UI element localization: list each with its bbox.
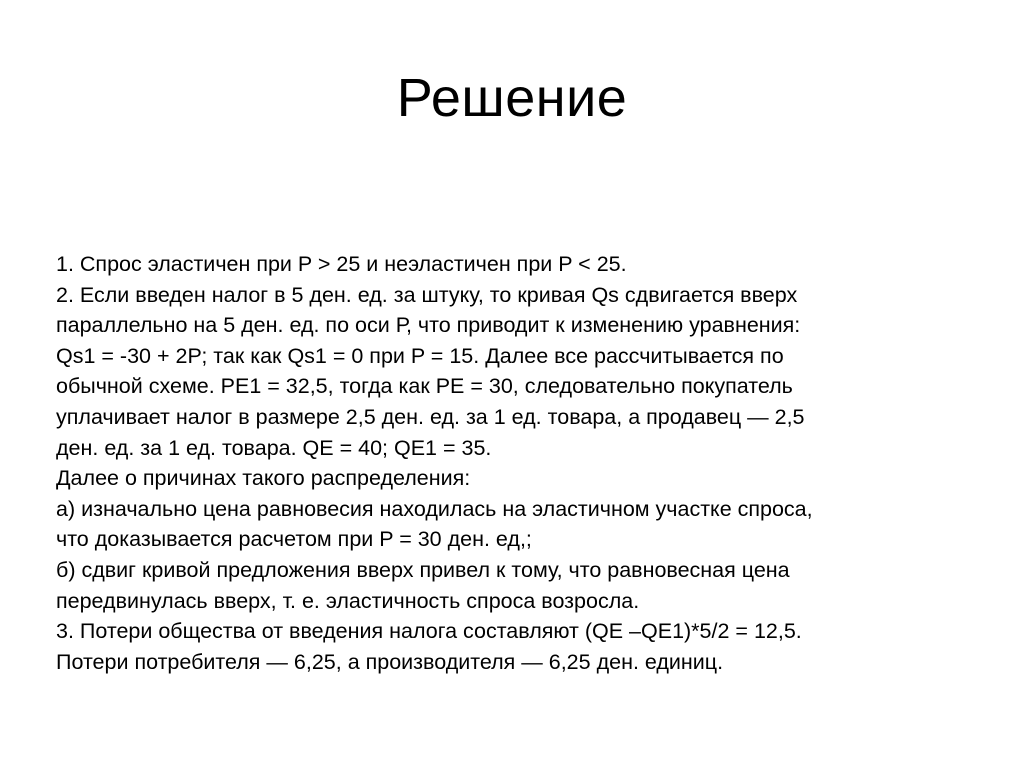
text-line-11: б) сдвиг кривой предложения вверх привел к тому, что равновесная цена (56, 557, 790, 582)
text-line-4: Qs1 = -30 + 2Р; так как Qs1 = 0 при P = 15. Далее все рассчитывается по (56, 343, 784, 368)
text-line-12: передвинулась вверх, т. е. эластичность спроса возросла. (56, 588, 640, 613)
solution-text (56, 249, 976, 677)
text-line-9: а) изначально цена равновесия находилась на эластичном участке спроса, (56, 496, 813, 521)
text-line-7: ден. ед. за 1 ед. товара. QE = 40; QE1 = 35. (56, 435, 492, 460)
slide-title: Решение (396, 68, 628, 128)
text-line-14: Потери потребителя — 6,25, а производителя — 6,25 ден. единиц. (56, 649, 724, 674)
text-line-10: что доказывается расчетом при P = 30 ден. ед,; (56, 527, 532, 552)
text-line-2: 2. Если введен налог в 5 ден. ед. за штуку, то кривая Qs сдвигается вверх (56, 282, 798, 307)
text-line-3: параллельно на 5 ден. ед. по оси Р, что приводит к изменению уравнения: (56, 313, 801, 338)
text-line-6: уплачивает налог в размере 2,5 ден. ед. за 1 ед. товара, а продавец — 2,5 (56, 404, 805, 429)
text-line-13: 3. Потери общества от введения налога составляют (QE –QE1)*5/2 = 12,5. (56, 619, 802, 644)
text-line-5: обычной схеме. PE1 = 32,5, тогда как PE = 30, следовательно покупатель (56, 374, 793, 399)
text-line-8: Далее о причинах такого распределения: (56, 466, 471, 491)
text-line-1: 1. Спрос эластичен при P > 25 и неэластичен при P < 25. (56, 252, 627, 276)
